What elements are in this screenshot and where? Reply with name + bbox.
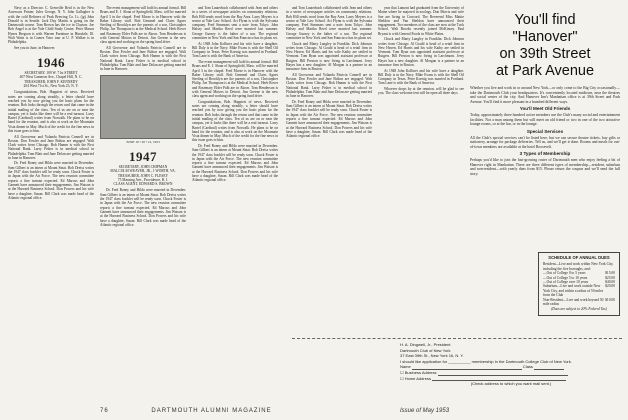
dues-row: —Out of College 5 to 10 years $25.00 [543,275,615,280]
reunion-photo [100,75,186,139]
ad-paragraph: Perhaps you'd like to join the fast-growing roster of Dartmouth men who enjoy feeling a bit of Hanover right in Manhattan. There are three different types of membership—resident, suburban and non-resident—with yearly dues from $15. Please return the coupon and we'll send the full story. [470,158,620,176]
class-secretary-info: SECRETARY, 109 W. 71st STREET 407 West Cameron Ave., Chapel Hill, N. C. TREASURER, JOHN F. KENNEDY 204 West 71st St., New York 23, N. Y. [19,71,83,89]
column-paragraph: Whoever drops by at the reunion, will be glad to see you. The class welcome tent will be open all three days. [378,86,464,96]
home-address-label: Home Address [404,375,431,381]
magazine-title: DARTMOUTH ALUMNI MAGAZINE [151,408,272,414]
column-paragraph: All Grosvenor and Yolanda Patricia Connell are in Boston. Don Fowler and Jane Bolton are engaged. Walt Clark writes from Chicago. Bob Hamm is with the First National Bank. Larry Fisher is in medical school in Philadelphia. Tom Blair and Jane Dolan are getting married in June in Hanover. [286,72,372,99]
text-column-3 [192,6,278,402]
column-paragraph: Congratulations, Bob. Happiest of news. Received notes are coming along steadily, a letter should have reached you by now giving you the basic plans for the reunion. Bob looks through the return card that came in the initial mailing of the class. Ten of us are on or near the campus, yet it looks like there will be a real turnout. Larry Bartel (Cardinal) writes from Norwalk. He plans to be on hand for the reunion, and is also at work on the Mountain Vista dinner in May. Much of the credit for the fine news in this issue goes to him. [8,90,94,134]
ad-subheading: 3 Types of Membership [519,151,571,156]
column-paragraph: Dr. Fred Roney and Hilda were married in December. Sam Gilbert is an intern at Mount Sinai. Bob Dreiss writes the 1947 class booklet will be ready soon. Chuck Foster is in Japan with the Air Force. The new reunion committee reports a fine turnout expected. Ed Marcus and John Gannett have announced their engagements. Jim Watson is at the Harvard Business School. Don Powers and his wife have a daughter, Susan. Bill Clark was made head of the Atlantic regional office. [286,99,372,139]
column-paragraph: Congratulations, Bob. Happiest of news. Received notes are coming along steadily, a letter should have reached you by now giving you the basic plans for the reunion. Bob looks through the return card that came in the initial mailing of the class. Ten of us are on or near the campus, yet it looks like there will be a real turnout. Larry Bartel (Cardinal) writes from Norwalk. He plans to be on hand for the reunion, and is also at work on the Mountain Vista dinner in May. Much of the credit for the fine news in this issue goes to him. [192,99,278,143]
column-paragraph: At 1948 John Kolliner and his wife have a daughter. Bill Daly is in the Navy. Mike Evans is with the Shell Oil Company in Texas. Peter Koenig was married in Portland. Tom Lane is with the Bank of America. [192,41,278,59]
column-paragraph: and Tom Lauterbach collaborated with Jean and others in a series of newspaper articles on community relations. Bob Hill sends word from the Bay Area. Larry Meyers is a senior at Yale Law School. Art Flynn is with the Sylvania company. Fred Simmons sent a note from Tokyo. John Halsey and Martha Reed were married last summer. George Gurney is the father of a son. The regional committee in New York and San Francisco has its plans set. [192,6,278,41]
column-paragraph: and Tom Lauterbach collaborated with Jean and others in a series of newspaper articles on community relations. Bob Hill sends word from the Bay Area. Larry Meyers is a senior at Yale Law School. Art Flynn is with the Sylvania company. Fred Simmons sent a note from Tokyo. John Halsey and Martha Reed were married last summer. George Gurney is the father of a son. The regional committee in New York and San Francisco has its plans set. [286,6,372,41]
column-paragraph: All Grosvenor and Yolanda Patricia Connell are in Boston. Don Fowler and Jane Bolton are engaged. Walt Clark writes from Chicago. Bob Hamm is with the First National Bank. Larry Fisher is in medical school in Philadelphia. Tom Blair and Jane Dolan are getting married in June in Hanover. [8,134,94,160]
dues-schedule-box [538,252,620,316]
business-address-field[interactable] [438,371,568,376]
page-footer-left [100,408,390,414]
column-paragraph: See you in June, in Hanover. [14,45,56,50]
dues-row: —Out of College 0 to 5 years $15.00 [543,271,615,276]
class-year-heading: 1946 [37,55,65,71]
dues-row: Suburban—Live and work outside New York City, and within a radius of 50 miles from the Club $20.00 [543,284,615,298]
ad-paragraph: Today, approximately three hundred active members use the Club's many social and entertainment facilities. Not a man among them but will meet an old friend or two in one of the two attractive lounge rooms, or at the bar, or in the lounge. [470,113,620,126]
column-paragraph: Chuck and Marty Langley in Franklin. Dick Johnson writes from Chicago. Al Gould is head of a retail firm in New Haven. Ed Harris and his wife Kathy are settled in Vermont. Tom Ryan was appointed assistant professor at Rutgers. Bill Preston is now living in Larchmont. Jerry Hayes has a new daughter. Al Morgan is a partner in an insurance firm in Boston. [286,41,372,72]
dues-row: Resident—Live and work within New York City, including the five boroughs, and: [543,262,614,271]
column-paragraph: The event management will hold its annual formal. Bill Bruns and E. J. Sloan of Springfield, Mass. will be married April 3 in the chapel. Fred Morse is in Hanover with the Baker Library staff. Bob Gemmel and Clairs Agnes Sterling of Brooklyn are the parents of a son, Christopher Philip. Joe Thompson is at the Medical School. Herb Rover and Rosemary Elder Palb are in Akron. Tom Henderson is with General Motors in Detroit. Jim Greene is the new class agent and working on the spring fund drive. [192,59,278,99]
photo-caption: JUNE 19 • 20 • 21, 1953 [126,139,160,144]
ad-paragraph: Whether you live and work in or around New York—or only come to the Big City occasionally—take the Dartmouth Club your headquarters. It's conveniently located midtown, near the theatres and social center of the city. And Hanover Inn's Manhattan office is at 39th Street and Park Avenue. You'll find it more pleasant in a hundred different ways. [470,86,620,104]
name-label: Name [400,364,411,370]
coupon-recipient-name: H. A. Dingwell, Jr., President [400,342,451,347]
column-paragraph: Navy as a Director. C. Grenville Reid is in the New Assessors Printer, Jules George, N. Y. John Gallagher is with the cold Refiners of Peak Brewing Co. Lt. (jg) John Donald is in Seattle. Jack Day Martin is going on the Dartmouth course. Tom Brown has the ice in Clayton. Joe Bob Angel is at the Yale Child Study Center. Peter Mason Hynes Bergson is with Warren Furniture in Hinsdale, Ill. Walt Watts is in Comes Vavo tour at U. P. Walker is in Philadelphia. [8,6,94,45]
column-paragraph: All Grosvenor and Yolanda Patricia Connell are in Boston. Don Fowler and Jane Bolton are engaged. Walt Clark writes from Chicago. Bob Hamm is with the First National Bank. Larry Fisher is in medical school in Philadelphia. Tom Blair and Jane Dolan are getting married in June in Hanover. [100,45,186,72]
coupon-check-note: (Check address to which you want mail sent.) [470,381,552,387]
business-address-label: Business Address [404,369,437,375]
coupon-recipient-address: 37 East 39th St., New York 16, N. Y. [400,353,464,359]
column-paragraph: Dr. Fred Roney and Hilda were married in December. Sam Gilbert is an intern at Mount Sinai. Bob Dreiss writes the 1947 class booklet will be ready soon. Chuck Foster is in Japan with the Air Force. The new reunion committee reports a fine turnout expected. Ed Marcus and John Gannett have announced their engagements. Jim Watson is at the Harvard Business School. Don Powers and his wife have a daughter, Susan. Bill Clark was made head of the Atlantic regional office. [192,143,278,183]
ad-paragraph: All the Club's special services can't be listed here, but we can secure theatre tickets, buy gifts or stationery, arrange for package deliveries. Tell us, and we'll get it done. Rooms and meals for out-of-town members are available at the hotel Roosevelt. [470,135,620,149]
text-column-5 [378,6,464,334]
dues-row: Non-Resident—Live and work beyond 50 mile radius $10.00 [543,297,615,307]
checkbox-icon[interactable]: ☐ [400,369,404,375]
text-column-1 [8,6,94,402]
class-year-heading: 1947 [129,148,157,164]
column-paragraph: The event management will hold its annual formal. Bill Bruns and E. J. Sloan of Springfield, Mass. will be married April 3 in the chapel. Fred Morse is in Hanover with the Baker Library staff. Bob Gemmel and Clairs Agnes Sterling of Brooklyn are the parents of a son, Christopher Philip. Joe Thompson is at the Medical School. Herb Rover and Rosemary Elder Palb are in Akron. Tom Henderson is with General Motors in Detroit. Jim Greene is the new class agent and working on the spring fund drive. [100,6,186,45]
ad-subheading: You'll Meet Old Friends [519,106,571,111]
column-paragraph: At 1948 John Kolliner and his wife have a daughter. Bill Daly is in the Navy. Mike Evans is with the Shell Oil Company in Texas. Peter Koenig was married in Portland. Tom Lane is with the Bank of America. [378,68,464,86]
membership-coupon [292,338,622,405]
ad-headline: You'll find "Hanover" on 39th Street at Park Avenue [495,12,595,79]
class-label: Class [522,364,533,370]
column-paragraph: year that Lamont had graduated from the University of Maine where he majored in zoology. Don Morris and wife Sue are living in Concord. The Reverend Miss Mattie Sheldon and Van Sheldon have announced their engagement. Two members of the class are now at the Tuck School. Walt Brooks recently joined McKinsey. Paul Bryant is with General Foods in White Plains. [378,6,464,36]
page-footer-right: Issue of May 1953 [400,408,450,414]
column-paragraph: Chuck and Marty Langley in Franklin. Dick Johnson writes from Chicago. Al Gould is head of a retail firm in New Haven. Ed Harris and his wife Kathy are settled in Vermont. Tom Ryan was appointed assistant professor at Rutgers. Bill Preston is now living in Larchmont. Jerry Hayes has a new daughter. Al Morgan is a partner in an insurance firm in Boston. [378,37,464,68]
coupon-recipient-org: Dartmouth Club of New York [400,347,451,353]
checkbox-icon[interactable]: ☐ [400,375,404,381]
ad-subheading: Special Services [526,128,564,134]
dues-tax-note: (Dues are subject to 20% Federal Tax) [551,307,607,312]
coupon-application-text: I should like application for __________ membership in the Dartmouth College Club of New York. [400,358,572,364]
dues-row: —Out of College over 10 years $40.00 [543,280,615,285]
column-paragraph: Dr. Fred Roney and Hilda were married in December. Sam Gilbert is an intern at Mount Sinai. Bob Dreiss writes the 1947 class booklet will be ready soon. Chuck Foster is in Japan with the Air Force. The new reunion committee reports a fine turnout expected. Ed Marcus and John Gannett have announced their engagements. Jim Watson is at the Harvard Business School. Don Powers and his wife have a daughter, Susan. Bill Clark was made head of the Atlantic regional office. [8,161,94,200]
text-column-2 [100,6,186,402]
text-column-4 [286,6,372,334]
dues-schedule-title: SCHEDULE OF ANNUAL DUES [548,255,610,260]
ad-body [470,86,620,176]
column-paragraph: Dr. Fred Roney and Hilda were married in December. Sam Gilbert is an intern at Mount Sinai. Bob Dreiss writes the 1947 class booklet will be ready soon. Chuck Foster is in Japan with the Air Force. The new reunion committee reports a fine turnout expected. Ed Marcus and John Gannett have announced their engagements. Jim Watson is at the Harvard Business School. Don Powers and his wife have a daughter, Susan. Bill Clark was made head of the Atlantic regional office. [100,188,186,227]
page-number: 76 [100,408,109,414]
class-secretary-info: SECRETARY, JOHN CHIPMAN MALCOLM WEAVER, JR., 1 WORTH, VA. TREASURER, JOHN C. FLESEY 75 Mansing Ave., Providence, R. I. CLASS AGENT, EDWARD S. BROWN [110,164,176,187]
